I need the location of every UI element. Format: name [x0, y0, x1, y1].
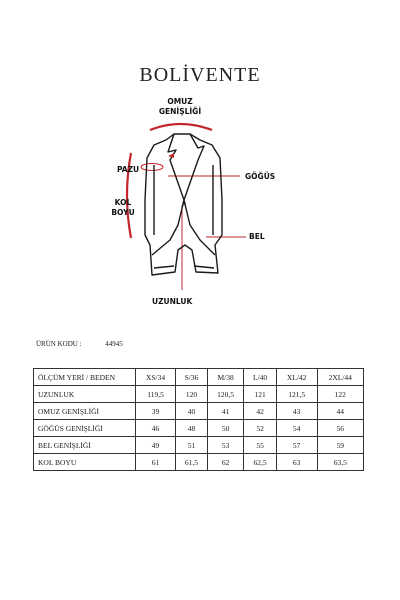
label-shoulder-width: OMUZ GENİŞLİĞİ: [158, 97, 202, 116]
table-cell: BEL GENİŞLİĞİ: [34, 437, 136, 454]
table-cell: 59: [317, 437, 364, 454]
table-cell: OMUZ GENİŞLİĞİ: [34, 403, 136, 420]
bicep-measure-ellipse: [141, 164, 163, 171]
table-header-row: [34, 369, 364, 386]
table-cell: 52: [244, 420, 276, 437]
table-cell: 121,5: [276, 386, 317, 403]
table-row: [34, 454, 364, 471]
table-cell: 61: [136, 454, 176, 471]
table-cell: GÖĞÜS GENİŞLİĞİ: [34, 420, 136, 437]
table-header-cell: XS/34: [136, 369, 176, 386]
table-cell: 55: [244, 437, 276, 454]
product-code-label: ÜRÜN KODU :: [36, 340, 82, 348]
label-chest: GÖĞÜS: [245, 172, 276, 181]
coat-button: [182, 201, 185, 204]
table-cell: 44: [317, 403, 364, 420]
label-length: UZUNLUK: [152, 297, 193, 306]
table-cell: 43: [276, 403, 317, 420]
table-cell: 121: [244, 386, 276, 403]
table-cell: 63,5: [317, 454, 364, 471]
table-cell: 120,5: [207, 386, 244, 403]
label-waist: BEL: [249, 232, 265, 241]
table-cell: 56: [317, 420, 364, 437]
table-cell: 39: [136, 403, 176, 420]
table-cell: 40: [176, 403, 208, 420]
table-header-cell: XL/42: [276, 369, 317, 386]
table-cell: 54: [276, 420, 317, 437]
table-header-cell: M/38: [207, 369, 244, 386]
table-cell: UZUNLUK: [34, 386, 136, 403]
table-row: [34, 420, 364, 437]
table-cell: KOL BOYU: [34, 454, 136, 471]
table-cell: 49: [136, 437, 176, 454]
table-row: [34, 403, 364, 420]
table-cell: 46: [136, 420, 176, 437]
table-cell: 50: [207, 420, 244, 437]
table-cell: 120: [176, 386, 208, 403]
table-cell: 53: [207, 437, 244, 454]
table-cell: 41: [207, 403, 244, 420]
table-cell: 63: [276, 454, 317, 471]
table-cell: 61,5: [176, 454, 208, 471]
size-chart-table: [33, 368, 364, 471]
label-bicep: PAZU: [117, 165, 140, 174]
table-header-cell: ÖLÇÜM YERİ / BEDEN: [34, 369, 136, 386]
table-cell: 51: [176, 437, 208, 454]
label-sleeve-length: KOL BOYU: [111, 198, 135, 217]
table-header-cell: L/40: [244, 369, 276, 386]
table-cell: 42: [244, 403, 276, 420]
table-row: [34, 437, 364, 454]
brand-logo: BOLİVENTE: [139, 64, 261, 86]
table-cell: 119,5: [136, 386, 176, 403]
table-cell: 62,5: [244, 454, 276, 471]
table-cell: 48: [176, 420, 208, 437]
shoulder-measure-arc: [150, 124, 212, 130]
table-cell: 62: [207, 454, 244, 471]
product-code-value: 44945: [105, 340, 123, 348]
table-cell: 57: [276, 437, 317, 454]
table-cell: 122: [317, 386, 364, 403]
product-code: [36, 340, 123, 348]
table-header-cell: 2XL/44: [317, 369, 364, 386]
table-header-cell: S/36: [176, 369, 208, 386]
table-row: [34, 386, 364, 403]
